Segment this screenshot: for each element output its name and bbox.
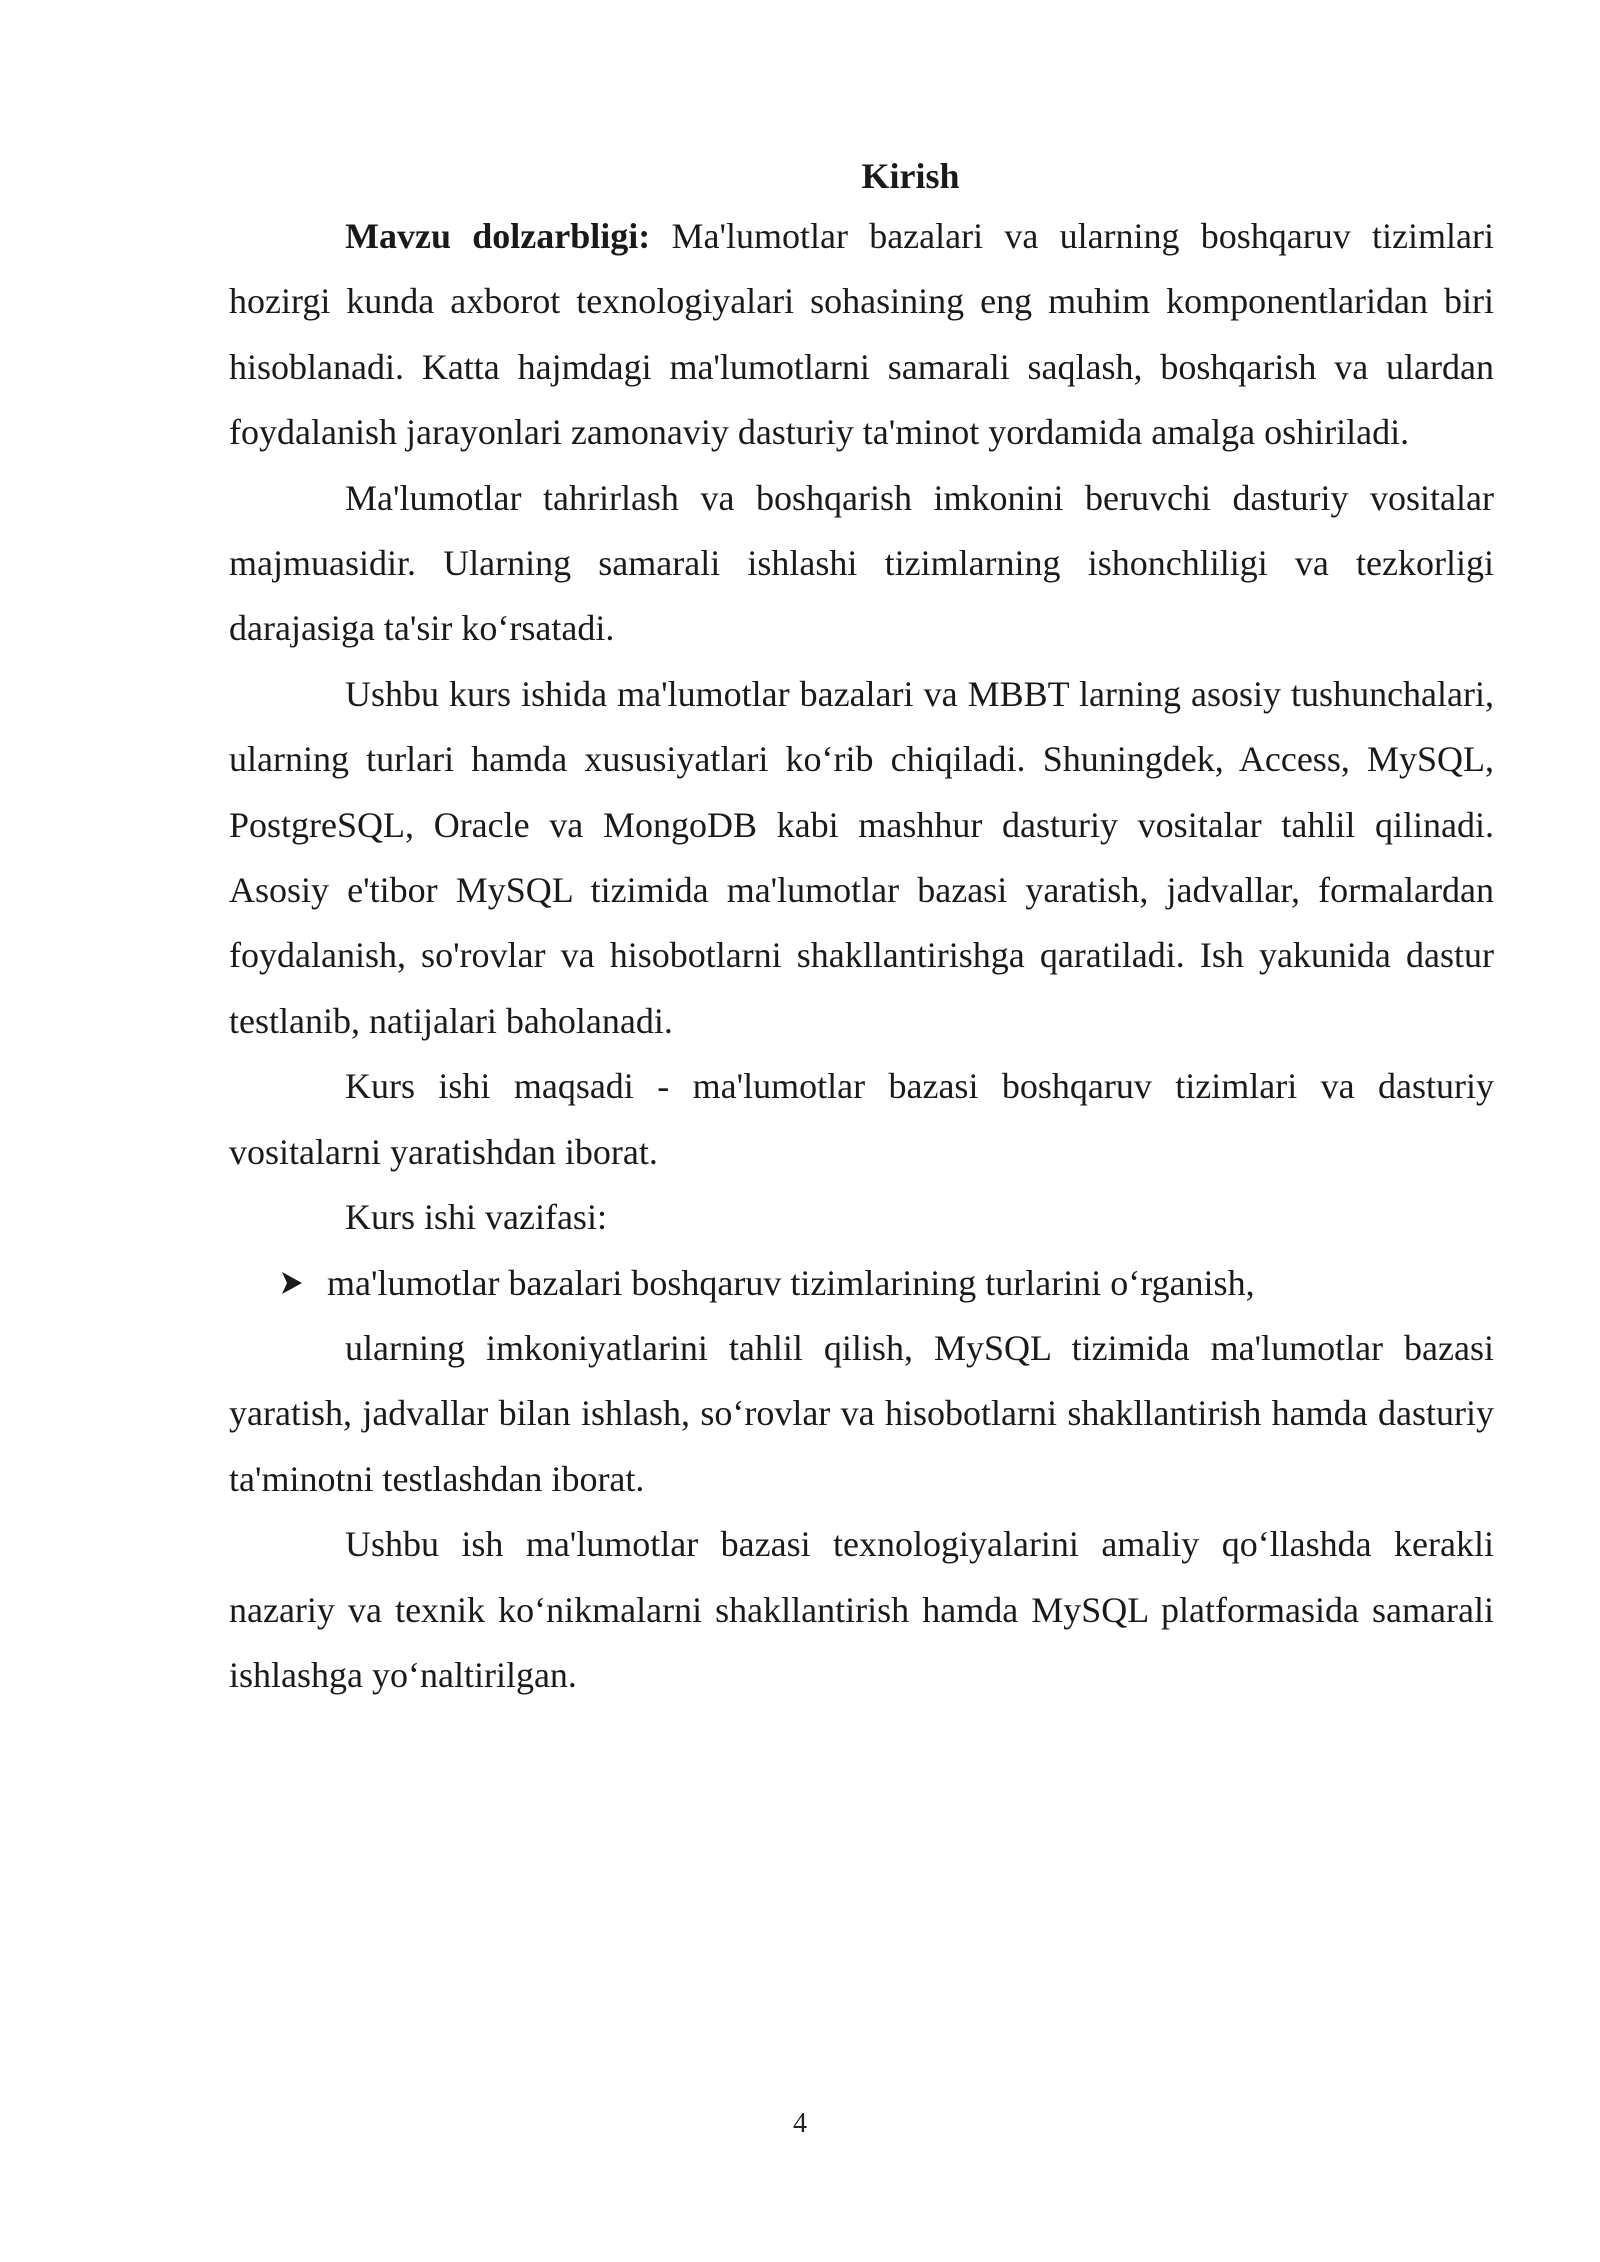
bullet-item [229,1251,1494,1316]
paragraph-lead: Mavzu dolzarbligi: [345,216,651,256]
paragraph-tasks-heading: Kurs ishi vazifasi: [345,1197,607,1238]
paragraph-tasks-continued: ularning imkoniyatlarini tahlil qilish, MySQL tizimida ma'lumotlar bazasi yaratish, jadvallar bilan ishlash, so‘rovlar va hisobotlarni shakllantirish hamda dasturiy ta'minotni testlashdan iborat. [229,1327,1494,1499]
page-title: Kirish [861,156,960,196]
page-number: 4 [793,2108,807,2139]
arrow-bullet-icon [281,1251,317,1316]
document-page [229,148,1494,1708]
paragraph-relevance [229,204,1494,466]
paragraph-2: Ma'lumotlar tahrirlash va boshqarish imkonini beruvchi dasturiy vositalar majmuasidir. Ularning samarali ishlashi tizimlarning ishonchliligi va tezkorligi darajasiga ta'sir ko‘rsatadi. [229,477,1494,649]
paragraph-conclusion: Ushbu ish ma'lumotlar bazasi texnologiyalarini amaliy qo‘llashda kerakli nazariy va texnik ko‘nikmalarni shakllantirish hamda MySQL platformasida samarali ishlashga yo‘naltirilgan. [229,1524,1494,1695]
paragraph-text: Ma'lumotlar bazalari va ularning boshqaruv tizimlari hozirgi kunda axborot texnologiyalari sohasining eng muhim komponentlaridan biri hisoblanadi. Katta hajmdagi ma'lumotlarni samarali saqlash, boshqarish va ulardan foydalanish jarayonlari zamonaviy dasturiy ta'minot yordamida amalga oshiriladi. [229,216,1494,453]
bullet-text: ma'lumotlar bazalari boshqaruv tizimlarining turlarini o‘rganish, [327,1262,1255,1303]
paragraph-goal: Kurs ishi maqsadi - ma'lumotlar bazasi boshqaruv tizimlari va dasturiy vositalarni yaratishdan iborat. [229,1066,1494,1172]
paragraph-3: Ushbu kurs ishida ma'lumotlar bazalari va MBBT larning asosiy tushunchalari, ularning turlari hamda xususiyatlari ko‘rib chiqiladi. Shuningdek, Access, MySQL, PostgreSQL, Oracle va MongoDB kabi mashhur dasturiy vositalar tahlil qilinadi. Asosiy e'tibor MySQL tizimida ma'lumotlar bazasi yaratish, jadvallar, formalardan foydalanish, so'rovlar va hisobotlarni shakllantirishga qaratiladi. Ish yakunida dastur testlanib, natijalari baholanadi. [229,673,1494,1041]
